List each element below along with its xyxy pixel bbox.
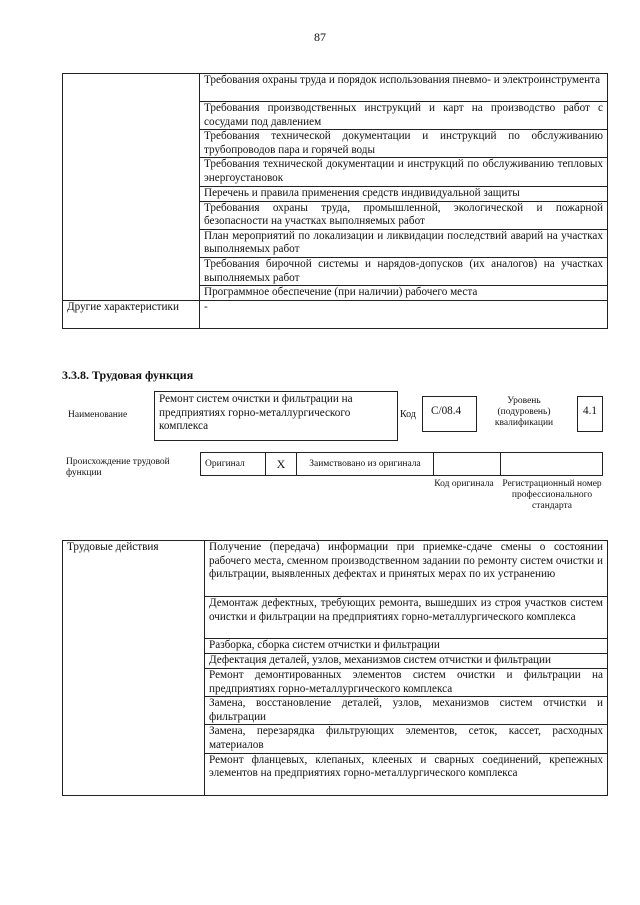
reg-number-cell <box>501 453 603 476</box>
origin-code-caption: Код оригинала <box>434 479 494 489</box>
requirement-item: Требования технической документации и инструкций по обслуживанию трубопроводов пара и горячей воды <box>200 130 608 158</box>
level-value-box: 4.1 <box>577 396 603 432</box>
labor-action-item: Замена, перезарядка фильтрующих элементов, сеток, кассет, расходных материалов <box>205 725 608 753</box>
requirement-item: Программное обеспечение (при наличии) рабочего места <box>200 286 608 301</box>
original-mark: X <box>266 453 297 476</box>
table-cell-empty <box>63 74 200 301</box>
level-label: Уровень (подуровень) квалификации <box>494 396 554 428</box>
labor-actions-table <box>62 540 608 796</box>
page-number: 87 <box>314 30 326 44</box>
other-characteristics-value: - <box>200 301 608 329</box>
requirement-item: Требования охраны труда и порядок использования пневмо- и электроинструмента <box>200 74 608 102</box>
origin-table <box>200 452 603 476</box>
other-characteristics-label: Другие характеристики <box>63 301 200 329</box>
original-label: Оригинал <box>201 453 266 476</box>
reg-number-caption: Регистрационный номер профессионального стандарта <box>502 479 602 511</box>
labor-action-item: Демонтаж дефектных, требующих ремонта, вышедших из строя участков систем очистки и фильтрации на предприятиях горно-металлургического комплекса <box>205 597 608 639</box>
borrowed-label: Заимствовано из оригинала <box>297 453 434 476</box>
labor-action-item: Ремонт фланцевых, клепаных, клееных и сварных соединений, крепежных элементов на предприятиях горно-металлургического комплекса <box>205 753 608 795</box>
labor-action-item: Замена, восстановление деталей, узлов, механизмов систем отчистки и фильтрации <box>205 697 608 725</box>
name-label: Наименование <box>68 410 128 420</box>
labor-actions-label: Трудовые действия <box>63 541 205 796</box>
labor-action-item: Получение (передача) информации при приемке-сдаче смены о состоянии рабочего места, сменном производственном задании по ремонту систем очистки и фильтрации, выявленных дефектах и принятых мерах по их устранению <box>205 541 608 597</box>
origin-code-cell <box>434 453 501 476</box>
labor-action-item: Дефектация деталей, узлов, механизмов систем отчистки и фильтрации <box>205 654 608 669</box>
table-row <box>63 541 608 597</box>
table-row <box>63 74 608 102</box>
requirement-item: Требования охраны труда, промышленной, экологической и пожарной безопасности на участках выполняемых работ <box>200 201 608 229</box>
section-title: 3.3.8. Трудовая функция <box>62 368 194 382</box>
requirement-item: План мероприятий по локализации и ликвидации последствий аварий на участках выполняемых работ <box>200 229 608 257</box>
code-label: Код <box>400 409 416 420</box>
requirement-item: Требования производственных инструкций и карт на производство работ с сосудами под давлением <box>200 102 608 130</box>
labor-action-item: Разборка, сборка систем отчистки и фильтрации <box>205 639 608 654</box>
code-value-box: С/08.4 <box>422 396 477 432</box>
requirement-item: Требования технической документации и инструкций по обслуживанию тепловых энергоустановок <box>200 158 608 186</box>
labor-action-item: Ремонт демонтированных элементов систем очистки и фильтрации на предприятиях горно-металлургического комплекса <box>205 669 608 697</box>
table-row <box>63 301 608 329</box>
requirement-item: Требования бирочной системы и нарядов-допусков (их аналогов) на участках выполняемых работ <box>200 257 608 285</box>
requirement-item: Перечень и правила применения средств индивидуальной защиты <box>200 186 608 201</box>
origin-label: Происхождение трудовой функции <box>66 457 170 478</box>
requirements-table <box>62 73 608 329</box>
function-name-box: Ремонт систем очистки и фильтрации на предприятиях горно-металлургического комплекса <box>154 391 398 441</box>
